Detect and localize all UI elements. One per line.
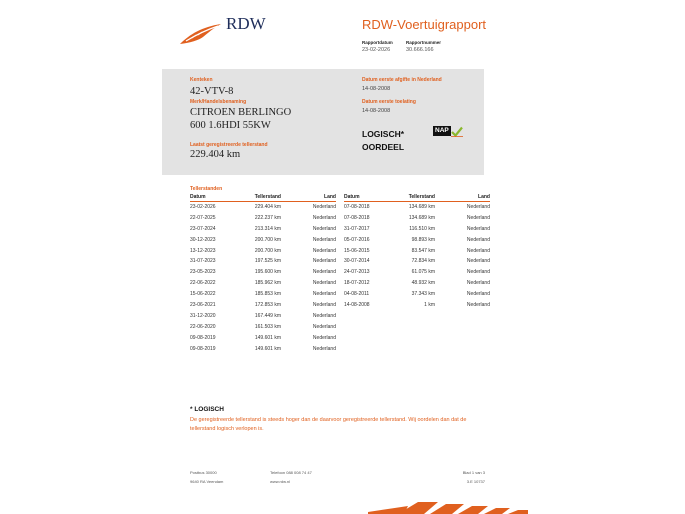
row-reading: 72.834 km [411, 258, 435, 265]
table-row [190, 333, 336, 344]
nap-label: NAP [435, 127, 449, 134]
col-date: Datum [344, 194, 360, 200]
odometer-value: 229.404 km [190, 149, 241, 160]
footer-page: Blad 1 van 3 [462, 470, 485, 475]
row-date: 23-07-2024 [190, 225, 216, 232]
row-reading: 61.075 km [411, 269, 435, 276]
row-country: Nederland [312, 214, 336, 221]
row-date: 30-07-2014 [344, 258, 370, 265]
row-country: Nederland [312, 204, 336, 210]
readings-table-left [190, 194, 336, 354]
table-row [190, 235, 336, 246]
first-issue-label: Datum eerste afgifte in Nederland [362, 77, 442, 83]
row-reading: 1 km [424, 302, 435, 309]
table-row [344, 300, 490, 311]
row-reading: 134.689 km [408, 204, 435, 210]
row-country: Nederland [466, 291, 490, 298]
table-row [190, 278, 336, 289]
nap-badge [433, 126, 463, 137]
row-date: 14-08-2008 [344, 302, 370, 309]
verdict [362, 128, 404, 154]
table-row [344, 246, 490, 257]
footer-code: 3.E 10737 [466, 479, 485, 484]
table-row [344, 202, 490, 213]
model-line-1: CITROEN BERLINGO [190, 107, 292, 118]
col-country: Land [324, 194, 336, 200]
footer-address-2: 9640 RA Veendam [190, 479, 224, 484]
row-reading: 172.853 km [254, 302, 281, 309]
logo-text: RDW [226, 14, 266, 33]
row-reading: 213.314 km [254, 225, 281, 232]
row-date: 23-02-2026 [190, 204, 216, 210]
table-row [190, 256, 336, 267]
col-country: Land [478, 194, 490, 200]
row-date: 07-08-2018 [344, 214, 370, 221]
row-reading: 185.853 km [254, 291, 281, 298]
row-reading: 195.600 km [254, 269, 281, 276]
table-row [344, 278, 490, 289]
report-title: RDW-Voertuigrapport [362, 17, 487, 32]
check-icon [451, 126, 463, 137]
verdict-line-2: OORDEEL [362, 142, 405, 152]
row-date: 07-08-2018 [344, 204, 370, 210]
row-date: 18-07-2012 [344, 280, 370, 287]
row-reading: 197.525 km [254, 258, 281, 265]
stripes-decoration-icon [368, 492, 528, 514]
model-label: Merk/Handelsbenaming [190, 99, 247, 105]
report-number-label: Rapportnummer [406, 40, 442, 45]
row-date: 31-07-2017 [344, 225, 370, 232]
row-reading: 98.893 km [411, 236, 435, 243]
row-date: 22-06-2020 [190, 323, 216, 330]
row-country: Nederland [466, 258, 490, 265]
row-date: 31-07-2023 [190, 258, 216, 265]
plate-value: 42-VTV-8 [190, 86, 234, 97]
row-date: 15-06-2015 [344, 247, 370, 254]
row-country: Nederland [466, 302, 490, 309]
table-row [190, 267, 336, 278]
row-country: Nederland [312, 247, 336, 254]
table-row [190, 224, 336, 235]
row-reading: 222.237 km [254, 214, 281, 221]
row-date: 24-07-2013 [344, 269, 370, 276]
row-date: 22-07-2025 [190, 214, 216, 221]
table-row [190, 213, 336, 224]
row-country: Nederland [312, 323, 336, 330]
row-date: 23-06-2021 [190, 302, 216, 309]
first-admission-value: 14-08-2008 [362, 108, 391, 114]
footer-address-1: Postbus 30000 [190, 470, 217, 475]
row-reading: 161.503 km [254, 323, 281, 330]
row-country: Nederland [312, 225, 336, 232]
report-date: 23-02-2026 [362, 47, 391, 53]
row-reading: 185.962 km [254, 280, 281, 287]
note-title: * LOGISCH [190, 406, 224, 413]
readings-table-right [344, 194, 490, 311]
row-country: Nederland [312, 302, 336, 309]
table-row [190, 202, 336, 213]
row-country: Nederland [466, 269, 490, 276]
row-reading: 134.689 km [408, 214, 435, 221]
plate-label: Kenteken [190, 77, 213, 83]
footer-phone: Telefoon 088 008 74 47 [270, 470, 312, 475]
report-number: 30.666.166 [406, 47, 434, 53]
col-reading: Tellerstand [408, 194, 435, 200]
table-row [190, 311, 336, 322]
table-row [190, 289, 336, 300]
table-row [344, 256, 490, 267]
table-header [190, 194, 336, 202]
row-country: Nederland [466, 204, 490, 210]
row-reading: 149.601 km [254, 334, 281, 341]
odometer-label: Laatst geregistreerde tellerstand [190, 142, 268, 148]
row-date: 30-12-2023 [190, 236, 216, 243]
row-country: Nederland [466, 236, 490, 243]
footer-website: www.rdw.nl [270, 479, 291, 484]
row-reading: 229.404 km [254, 204, 281, 210]
table-body [344, 202, 490, 311]
table-row [190, 300, 336, 311]
table-row [344, 289, 490, 300]
row-date: 23-05-2023 [190, 269, 216, 276]
row-date: 05-07-2016 [344, 236, 370, 243]
row-date: 15-06-2022 [190, 291, 216, 298]
rdw-logo-icon [178, 22, 222, 46]
row-country: Nederland [312, 269, 336, 276]
row-country: Nederland [312, 334, 336, 341]
col-reading: Tellerstand [254, 194, 281, 200]
row-country: Nederland [466, 225, 490, 232]
row-date: 04-08-2011 [344, 291, 370, 298]
row-country: Nederland [312, 280, 336, 287]
row-reading: 200.700 km [254, 236, 281, 243]
row-country: Nederland [312, 291, 336, 298]
row-reading: 149.601 km [254, 345, 281, 352]
first-admission-label: Datum eerste toelating [362, 99, 416, 105]
table-row [344, 224, 490, 235]
row-date: 22-06-2022 [190, 280, 216, 287]
first-issue-value: 14-08-2008 [362, 86, 391, 92]
table-row [344, 213, 490, 224]
row-date: 13-12-2023 [190, 247, 216, 254]
row-reading: 37.343 km [411, 291, 435, 298]
row-country: Nederland [466, 280, 490, 287]
table-row [190, 322, 336, 333]
row-reading: 48.932 km [411, 280, 435, 287]
row-reading: 83.547 km [411, 247, 435, 254]
row-country: Nederland [312, 345, 336, 352]
col-date: Datum [190, 194, 206, 200]
row-country: Nederland [466, 214, 490, 221]
row-date: 31-12-2020 [190, 312, 216, 319]
row-country: Nederland [312, 236, 336, 243]
row-reading: 167.449 km [254, 312, 281, 319]
row-country: Nederland [312, 258, 336, 265]
row-date: 09-08-2019 [190, 345, 216, 352]
table-row [190, 344, 336, 355]
table-header [344, 194, 490, 202]
row-reading: 116.510 km [409, 225, 435, 232]
row-reading: 200.700 km [254, 247, 281, 254]
table-row [190, 246, 336, 257]
table-row [344, 267, 490, 278]
table-body [190, 202, 336, 354]
report-date-label: Rapportdatum [362, 40, 393, 45]
readings-title: Tellerstanden [190, 186, 223, 192]
table-row [344, 235, 490, 246]
model-line-2: 600 1.6HDI 55KW [190, 120, 271, 131]
row-date: 09-08-2019 [190, 334, 216, 341]
row-country: Nederland [312, 312, 336, 319]
row-country: Nederland [466, 247, 490, 254]
verdict-line-1: LOGISCH* [362, 129, 405, 139]
note-text: De geregistreerde tellerstand is steeds hoger dan de daarvoor geregistreerde tellerstand. Wij oordelen dan dat de tellerstand logisch verlopen is. [190, 417, 467, 432]
